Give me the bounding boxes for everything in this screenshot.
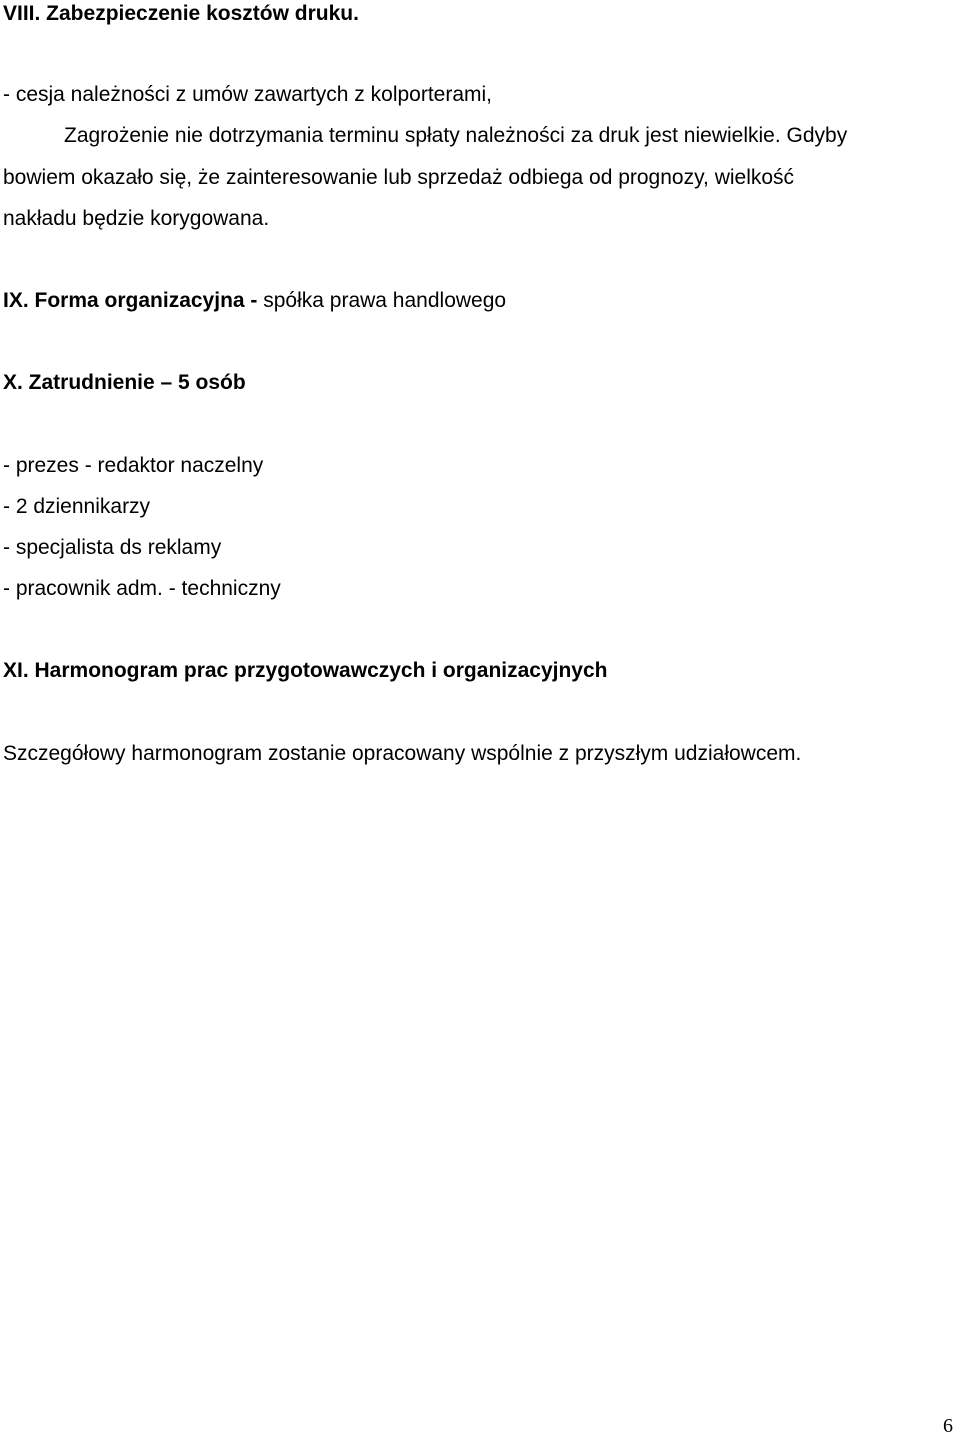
section-viii-paragraph-line-2: bowiem okazało się, że zainteresowanie lub sprzedaż odbiega od prognozy, wielkość xyxy=(3,166,795,189)
section-viii-item: - cesja należności z umów zawartych z kolporterami, xyxy=(3,83,493,106)
section-x-item: - pracownik adm. - techniczny xyxy=(3,577,281,600)
section-viii-heading: VIII. Zabezpieczenie kosztów druku. xyxy=(3,2,359,25)
section-ix xyxy=(3,290,506,311)
section-xi-paragraph: Szczegółowy harmonogram zostanie opracowany wspólnie z przyszłym udziałowcem. xyxy=(3,742,802,765)
section-viii-paragraph-line-3: nakładu będzie korygowana. xyxy=(3,207,270,230)
page-number: 6 xyxy=(943,1415,953,1437)
section-x-item: - 2 dziennikarzy xyxy=(3,495,151,518)
section-x-heading: X. Zatrudnienie – 5 osób xyxy=(3,371,246,394)
section-x-item: - specjalista ds reklamy xyxy=(3,536,222,559)
section-xi-heading: XI. Harmonogram prac przygotowawczych i organizacyjnych xyxy=(3,659,608,682)
section-ix-value: spółka prawa handlowego xyxy=(257,289,507,312)
section-ix-heading: IX. Forma organizacyjna - xyxy=(3,289,258,312)
section-viii-paragraph-line-1: Zagrożenie nie dotrzymania terminu spłaty należności za druk jest niewielkie. Gdyby xyxy=(64,124,848,147)
section-x-item: - prezes - redaktor naczelny xyxy=(3,454,264,477)
